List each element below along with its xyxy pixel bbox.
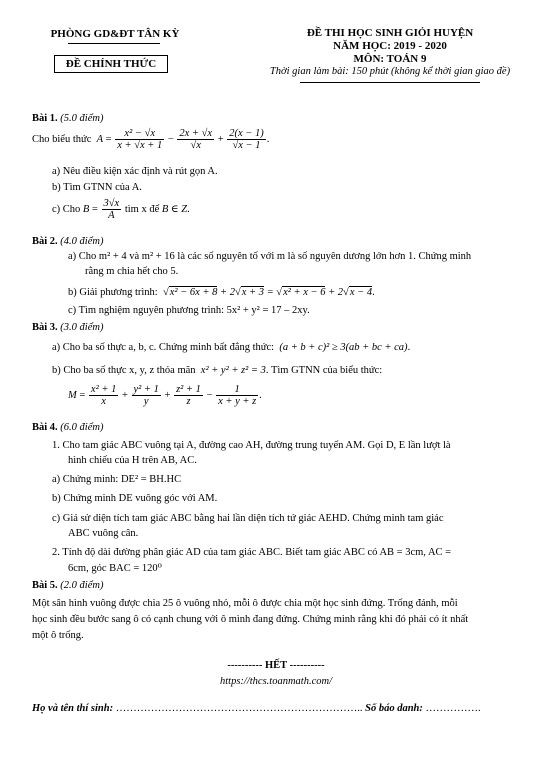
school-year: NĂM HỌC: 2019 - 2020 bbox=[333, 40, 447, 52]
problem-1b: b) Tìm GTNN của A. bbox=[52, 182, 142, 193]
problem-3b-expression: M = $\frac{\text{x² + 1}}{x}$ + $\frac{\text{y² + 1}}{y}$ + $\frac{\text{z² + 1}}{z}$ − $\frac{1}{x + y + z}$ . bbox=[68, 384, 262, 407]
problem-5-line3: một ô trống. bbox=[32, 630, 84, 641]
problem-2a-line2: rằng m chia hết cho 5. bbox=[85, 266, 179, 277]
exam-title: ĐỀ THI HỌC SINH GIỎI HUYỆN bbox=[306, 27, 474, 39]
problem-4-heading: Bài 4. (6.0 điểm) bbox=[32, 422, 104, 433]
candidate-info-line: Họ và tên thí sinh: …………………………………………………………….. Số báo danh: ……………. bbox=[32, 703, 481, 714]
problem-1c: c) Cho B = $\frac{3√x}{A}$ tìm x để B ∈ Z. bbox=[52, 198, 190, 221]
problem-2c: c) Tìm nghiệm nguyên phương trình: 5x² + y² = 17 – 2xy. bbox=[68, 305, 310, 316]
problem-4-part2-line2: 6cm, góc BAC = 120⁰ bbox=[68, 563, 162, 574]
problem-1-heading: Bài 1. (5.0 điểm) bbox=[32, 113, 104, 124]
problem-3a: a) Cho ba số thực a, b, c. Chứng minh bất đẳng thức: (a + b + c)² ≥ 3(ab + bc + ca). bbox=[52, 342, 411, 353]
problem-4-part2-line1: 2. Tính độ dài đường phân giác AD của tam giác ABC. Biết tam giác ABC có AB = 3cm, AC = bbox=[52, 547, 452, 558]
problem-2-heading: Bài 2. (4.0 điểm) bbox=[32, 236, 104, 247]
problem-4c-line2: ABC vuông cân. bbox=[68, 528, 139, 539]
problem-4a: a) Chứng minh: DE² = BH.HC bbox=[52, 474, 182, 485]
department-name: PHÒNG GD&ĐT TÂN KỲ bbox=[50, 28, 180, 40]
end-marker: ---------- HẾT ---------- bbox=[227, 660, 325, 671]
header-rule-left bbox=[68, 43, 160, 44]
official-exam-box: ĐỀ CHÍNH THỨC bbox=[54, 55, 168, 73]
problem-3b: b) Cho ba số thực x, y, z thỏa mãn x² + y² + z² = 3. Tìm GTNN của biểu thức: bbox=[52, 365, 383, 376]
problem-2a-line1: a) Cho m² + 4 và m² + 16 là các số nguyên tố với m là số nguyên dương lớn hơn 1. Chứng minh bbox=[68, 251, 472, 262]
header-rule-right bbox=[300, 82, 480, 83]
time-limit: Thời gian làm bài: 150 phút (không kể thời gian giao đề) bbox=[269, 66, 511, 77]
problem-4c-line1: c) Giả sử diện tích tam giác ABC bằng hai lần diện tích tứ giác AEHD. Chứng minh tam giác bbox=[52, 513, 444, 524]
problem-4b: b) Chứng minh DE vuông góc với AM. bbox=[52, 493, 218, 504]
problem-5-line2: học sinh đều bước sang ô có cạnh chung với ô mình đang đứng. Chứng minh rằng khi đó phải có ít nhất bbox=[32, 614, 469, 625]
problem-1-expression: Cho biểu thức A = $\frac{\text{x² − √x}}{x + √x + 1}$ − $\frac{2x + √x}{√x}$ + $\frac{2(x - 1)}{√x - 1}$ . bbox=[32, 128, 270, 151]
problem-3-heading: Bài 3. (3.0 điểm) bbox=[32, 322, 104, 333]
source-url: https://thcs.toanmath.com/ bbox=[220, 676, 332, 687]
subject: MÔN: TOÁN 9 bbox=[353, 53, 427, 65]
problem-4-part1-line2: hình chiếu của H trên AB, AC. bbox=[68, 455, 197, 466]
problem-2b: b) Giải phương trình: √x² − 6x + 8 + 2√x + 3 = √x² + x − 6 + 2√x − 4. bbox=[68, 287, 375, 298]
problem-5-heading: Bài 5. (2.0 điểm) bbox=[32, 580, 104, 591]
problem-4-part1-line1: 1. Cho tam giác ABC vuông tại A, đường cao AH, đường trung tuyến AM. Gọi D, E lần lượt là bbox=[52, 440, 451, 451]
problem-5-line1: Một sân hình vuông được chia 25 ô vuông nhỏ, mỗi ô được chia một học sinh đứng. Trống đánh, mỗi bbox=[32, 598, 458, 609]
problem-1a: a) Nêu điều kiện xác định và rút gọn A. bbox=[52, 166, 218, 177]
